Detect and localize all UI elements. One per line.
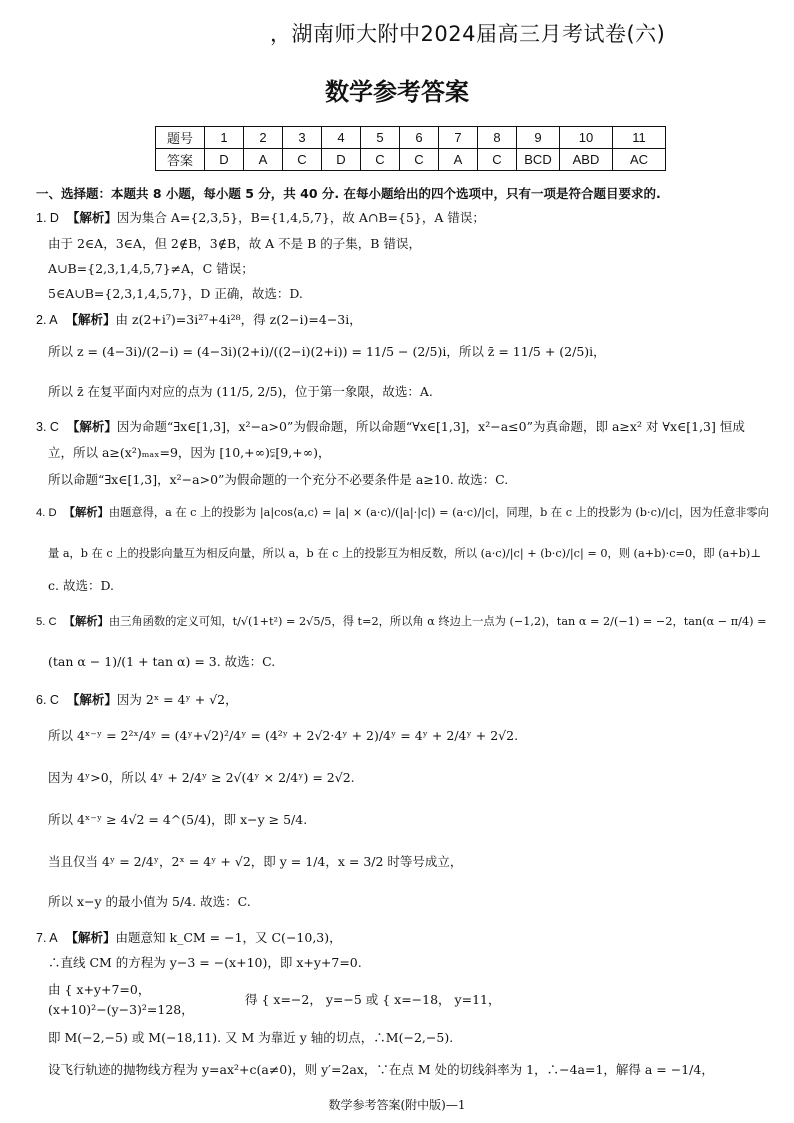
q3-line: 立，所以 a≥(x²)ₘₐₓ=9，因为 [10,+∞)⫋[9,+∞)，	[48, 445, 331, 460]
q1-line: 由于 2∈A，3∈A，但 2∉B，3∉B，故 A 不是 B 的子集，B 错误，	[48, 236, 421, 251]
q1-number: 1. D	[36, 211, 59, 225]
table-header-cell: 答案	[156, 149, 205, 171]
q1-line: 因为集合 A={2,3,5}，B={1,4,5,7}，故 A∩B={5}，A 错误；	[116, 210, 485, 225]
q2-number: 2. A	[36, 313, 58, 327]
q4-line: c. 故选：D.	[48, 578, 114, 593]
q1-line: 5∈A∪B={2,3,1,4,5,7}，D 正确，故选：D.	[48, 286, 303, 301]
q3-line: 所以命题“∃x∈[1,3]，x²−a>0”为假命题的一个充分不必要条件是 a≥10. 故选：C.	[48, 472, 509, 487]
table-cell: 2	[244, 127, 283, 149]
q2-first-line	[36, 312, 362, 328]
table-cell: 9	[517, 127, 560, 149]
q6-first-line	[36, 692, 238, 708]
q7-system-line: (x+10)²−(y−3)²=128，	[48, 1002, 194, 1017]
section-heading: 一、选择题：本题共 8 小题，每小题 5 分，共 40 分. 在每小题给出的四个选项中，只有一项是符合题目要求的.	[36, 186, 661, 201]
q6-line: 因为 4ʸ>0，所以 4ʸ + 2/4ʸ ≥ 2√(4ʸ × 2/4ʸ) = 2√2.	[48, 770, 355, 785]
table-cell: 5	[361, 127, 400, 149]
analysis-tag: 【解析】	[66, 210, 117, 225]
table-cell: C	[283, 149, 322, 171]
q7-line: ∴直线 CM 的方程为 y−3 = −(x+10)，即 x+y+7=0.	[48, 955, 362, 970]
q5-first-line	[36, 614, 767, 630]
table-cell: 7	[439, 127, 478, 149]
q7-line: 即 M(−2,−5) 或 M(−18,11). 又 M 为靠近 y 轴的切点，∴M(−2,−5).	[48, 1030, 454, 1045]
q7-solution-line: 得 { x=−2， y=−5 或 { x=−18， y=11，	[245, 992, 501, 1007]
q5-number: 5. C	[36, 616, 57, 628]
table-cell: AC	[613, 149, 666, 171]
q6-line: 所以 4ˣ⁻ʸ ≥ 4√2 = 4^(5/4)，即 x−y ≥ 5/4.	[48, 812, 308, 827]
q2-line: 由 z(2+i⁷)=3i²⁷+4i²⁸，得 z(2−i)=4−3i，	[115, 312, 362, 327]
analysis-tag: 【解析】	[65, 312, 116, 327]
q7-line: 由题意知 k_CM = −1，又 C(−10,3)，	[115, 930, 342, 945]
q4-line: 由题意得，a 在 c 上的投影为 |a|cos⟨a,c⟩ = |a| × (a·c)/(|a|·|c|) = (a·c)/|c|，同理，b 在 c 上的投影为 (b·c)/|c|，因为任意非零向	[108, 506, 769, 519]
table-cell: 8	[478, 127, 517, 149]
table-cell: BCD	[517, 149, 560, 171]
q1-line: A∪B={2,3,1,4,5,7}≠A，C 错误；	[48, 261, 254, 276]
q5-line: (tan α − 1)/(1 + tan α) = 3. 故选：C.	[48, 654, 276, 669]
page-footer: 数学参考答案(附中版)—1	[328, 1098, 466, 1112]
table-header-cell: 题号	[156, 127, 205, 149]
table-cell: A	[439, 149, 478, 171]
q3-first-line	[36, 419, 745, 435]
analysis-tag: 【解析】	[66, 419, 117, 434]
table-row-answers	[156, 149, 666, 171]
q1-first-line	[36, 210, 485, 226]
q3-line: 因为命题“∃x∈[1,3]，x²−a>0”为假命题，所以命题“∀x∈[1,3]，x²−a≤0”为真命题，即 a≥x² 对 ∀x∈[1,3] 恒成	[116, 419, 745, 434]
table-cell: 3	[283, 127, 322, 149]
analysis-tag: 【解析】	[66, 692, 117, 707]
table-cell: C	[361, 149, 400, 171]
answer-table	[155, 126, 666, 171]
q3-number: 3. C	[36, 420, 59, 434]
table-row-numbers	[156, 127, 666, 149]
q6-line: 所以 4ˣ⁻ʸ = 2²ˣ/4ʸ = (4ʸ+√2)²/4ʸ = (4²ʸ + 2√2·4ʸ + 2)/4ʸ = 4ʸ + 2/4ʸ + 2√2.	[48, 728, 519, 743]
analysis-tag: 【解析】	[65, 930, 116, 945]
q6-line: 当且仅当 4ʸ = 2/4ʸ，2ˣ = 4ʸ + √2，即 y = 1/4，x = 3/2 时等号成立，	[48, 854, 463, 869]
q7-first-line	[36, 930, 342, 946]
table-cell: C	[478, 149, 517, 171]
analysis-tag: 【解析】	[63, 506, 109, 519]
exam-header: ，湖南师大附中2024届高三月考试卷(六)	[270, 22, 666, 46]
q6-number: 6. C	[36, 693, 59, 707]
table-cell: D	[205, 149, 244, 171]
q6-line: 因为 2ˣ = 4ʸ + √2，	[116, 692, 238, 707]
q4-number: 4. D	[36, 507, 57, 519]
q4-line: 量 a，b 在 c 上的投影向量互为相反向量，所以 a，b 在 c 上的投影互为相反数，所以 (a·c)/|c| + (b·c)/|c| = 0，则 (a+b)·c=0，即 (a+b)⊥	[48, 547, 761, 560]
q4-first-line	[36, 505, 769, 521]
q6-line: 所以 x−y 的最小值为 5/4. 故选：C.	[48, 894, 251, 909]
table-cell: 1	[205, 127, 244, 149]
table-cell: 10	[560, 127, 613, 149]
table-cell: D	[322, 149, 361, 171]
q7-number: 7. A	[36, 931, 58, 945]
q2-line: 所以 z = (4−3i)/(2−i) = (4−3i)(2+i)/((2−i)(2+i)) = 11/5 − (2/5)i，所以 z̄ = 11/5 + (2/5)i，	[48, 344, 606, 359]
analysis-tag: 【解析】	[63, 615, 109, 628]
table-cell: C	[400, 149, 439, 171]
table-cell: 4	[322, 127, 361, 149]
table-cell: ABD	[560, 149, 613, 171]
q5-line: 由三角函数的定义可知，t/√(1+t²) = 2√5/5，得 t=2，所以角 α 终边上一点为 (−1,2)，tan α = 2/(−1) = −2，tan(α − π/4) =	[108, 615, 767, 628]
table-cell: 11	[613, 127, 666, 149]
q7-system-line: 由 { x+y+7=0，	[48, 982, 151, 997]
table-cell: 6	[400, 127, 439, 149]
q7-line: 设飞行轨迹的抛物线方程为 y=ax²+c(a≠0)，则 y′=2ax，∵在点 M 处的切线斜率为 1，∴−4a=1，解得 a = −1/4，	[48, 1062, 714, 1077]
q2-line: 所以 z̄ 在复平面内对应的点为 (11/5, 2/5)，位于第一象限，故选：A.	[48, 384, 433, 399]
page-title: 数学参考答案	[325, 78, 469, 106]
table-cell: A	[244, 149, 283, 171]
